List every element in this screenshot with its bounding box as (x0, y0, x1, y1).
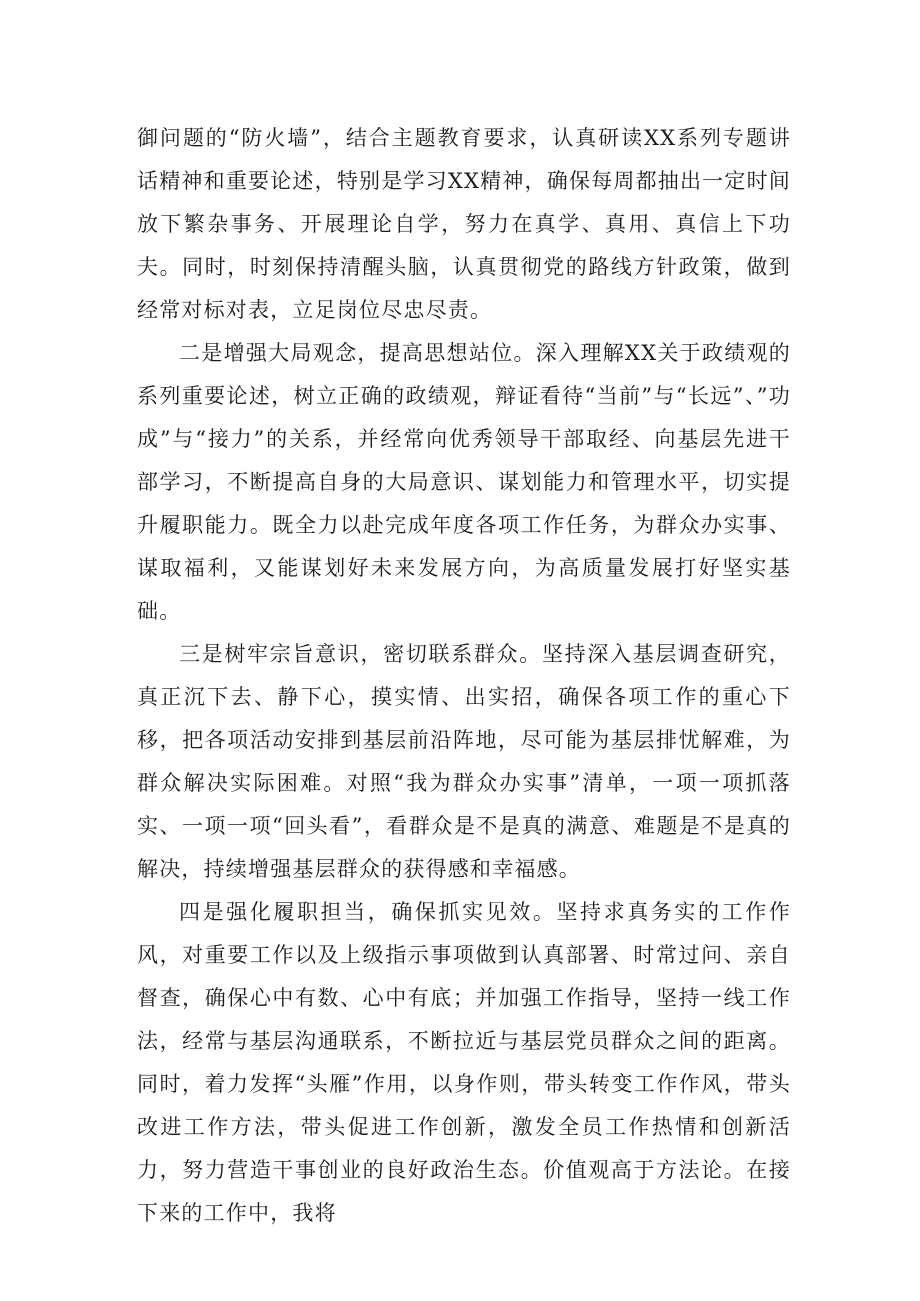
paragraph-point-two: 二是增强大局观念，提高思想站位。深入理解XX关于政绩观的系列重要论述，树立正确的政绩观，辩证看待“当前”与“长远”、”功成”与“接力”的关系，并经常向优秀领导干部取经、向基层先进干部学习，不断提高自身的大局意识、谋划能力和管理水平，切实提升履职能力。既全力以赴完成年度各项工作任务，为群众办实事、谋取福利，又能谋划好未来发展方向，为高质量发展打好坚实基础。 (137, 341, 791, 623)
document-body (137, 117, 791, 1235)
paragraph-point-four: 四是强化履职担当，确保抓实见效。坚持求真务实的工作作风，对重要工作以及上级指示事项做到认真部署、时常过问、亲自督查，确保心中有数、心中有底；并加强工作指导，坚持一线工作法，经常与基层沟通联系，不断拉近与基层党员群众之间的距离。同时，着力发挥“头雁”作用，以身作则，带头转变工作作风，带头改进工作方法，带头促进工作创新，激发全员工作热情和创新活力，努力营造干事创业的良好政治生态。价值观高于方法论。在接下来的工作中，我将 (137, 900, 791, 1225)
paragraph-point-three: 三是树牢宗旨意识，密切联系群众。坚持深入基层调查研究，真正沉下去、静下心，摸实情、出实招，确保各项工作的重心下移，把各项活动安排到基层前沿阵地，尽可能为基层排忧解难，为群众解决实际困难。对照“我为群众办实事”清单，一项一项抓落实、一项一项“回头看”，看群众是不是真的满意、难题是不是真的解决，持续增强基层群众的获得感和幸福感。 (137, 642, 791, 881)
paragraph-continued: 御问题的“防火墙”，结合主题教育要求，认真研读XX系列专题讲话精神和重要论述，特别是学习XX精神，确保每周都抽出一定时间放下繁杂事务、开展理论自学，努力在真学、真用、真信上下功夫。同时，时刻保持清醒头脑，认真贯彻党的路线方针政策，做到经常对标对表，立足岗位尽忠尽责。 (137, 126, 791, 322)
